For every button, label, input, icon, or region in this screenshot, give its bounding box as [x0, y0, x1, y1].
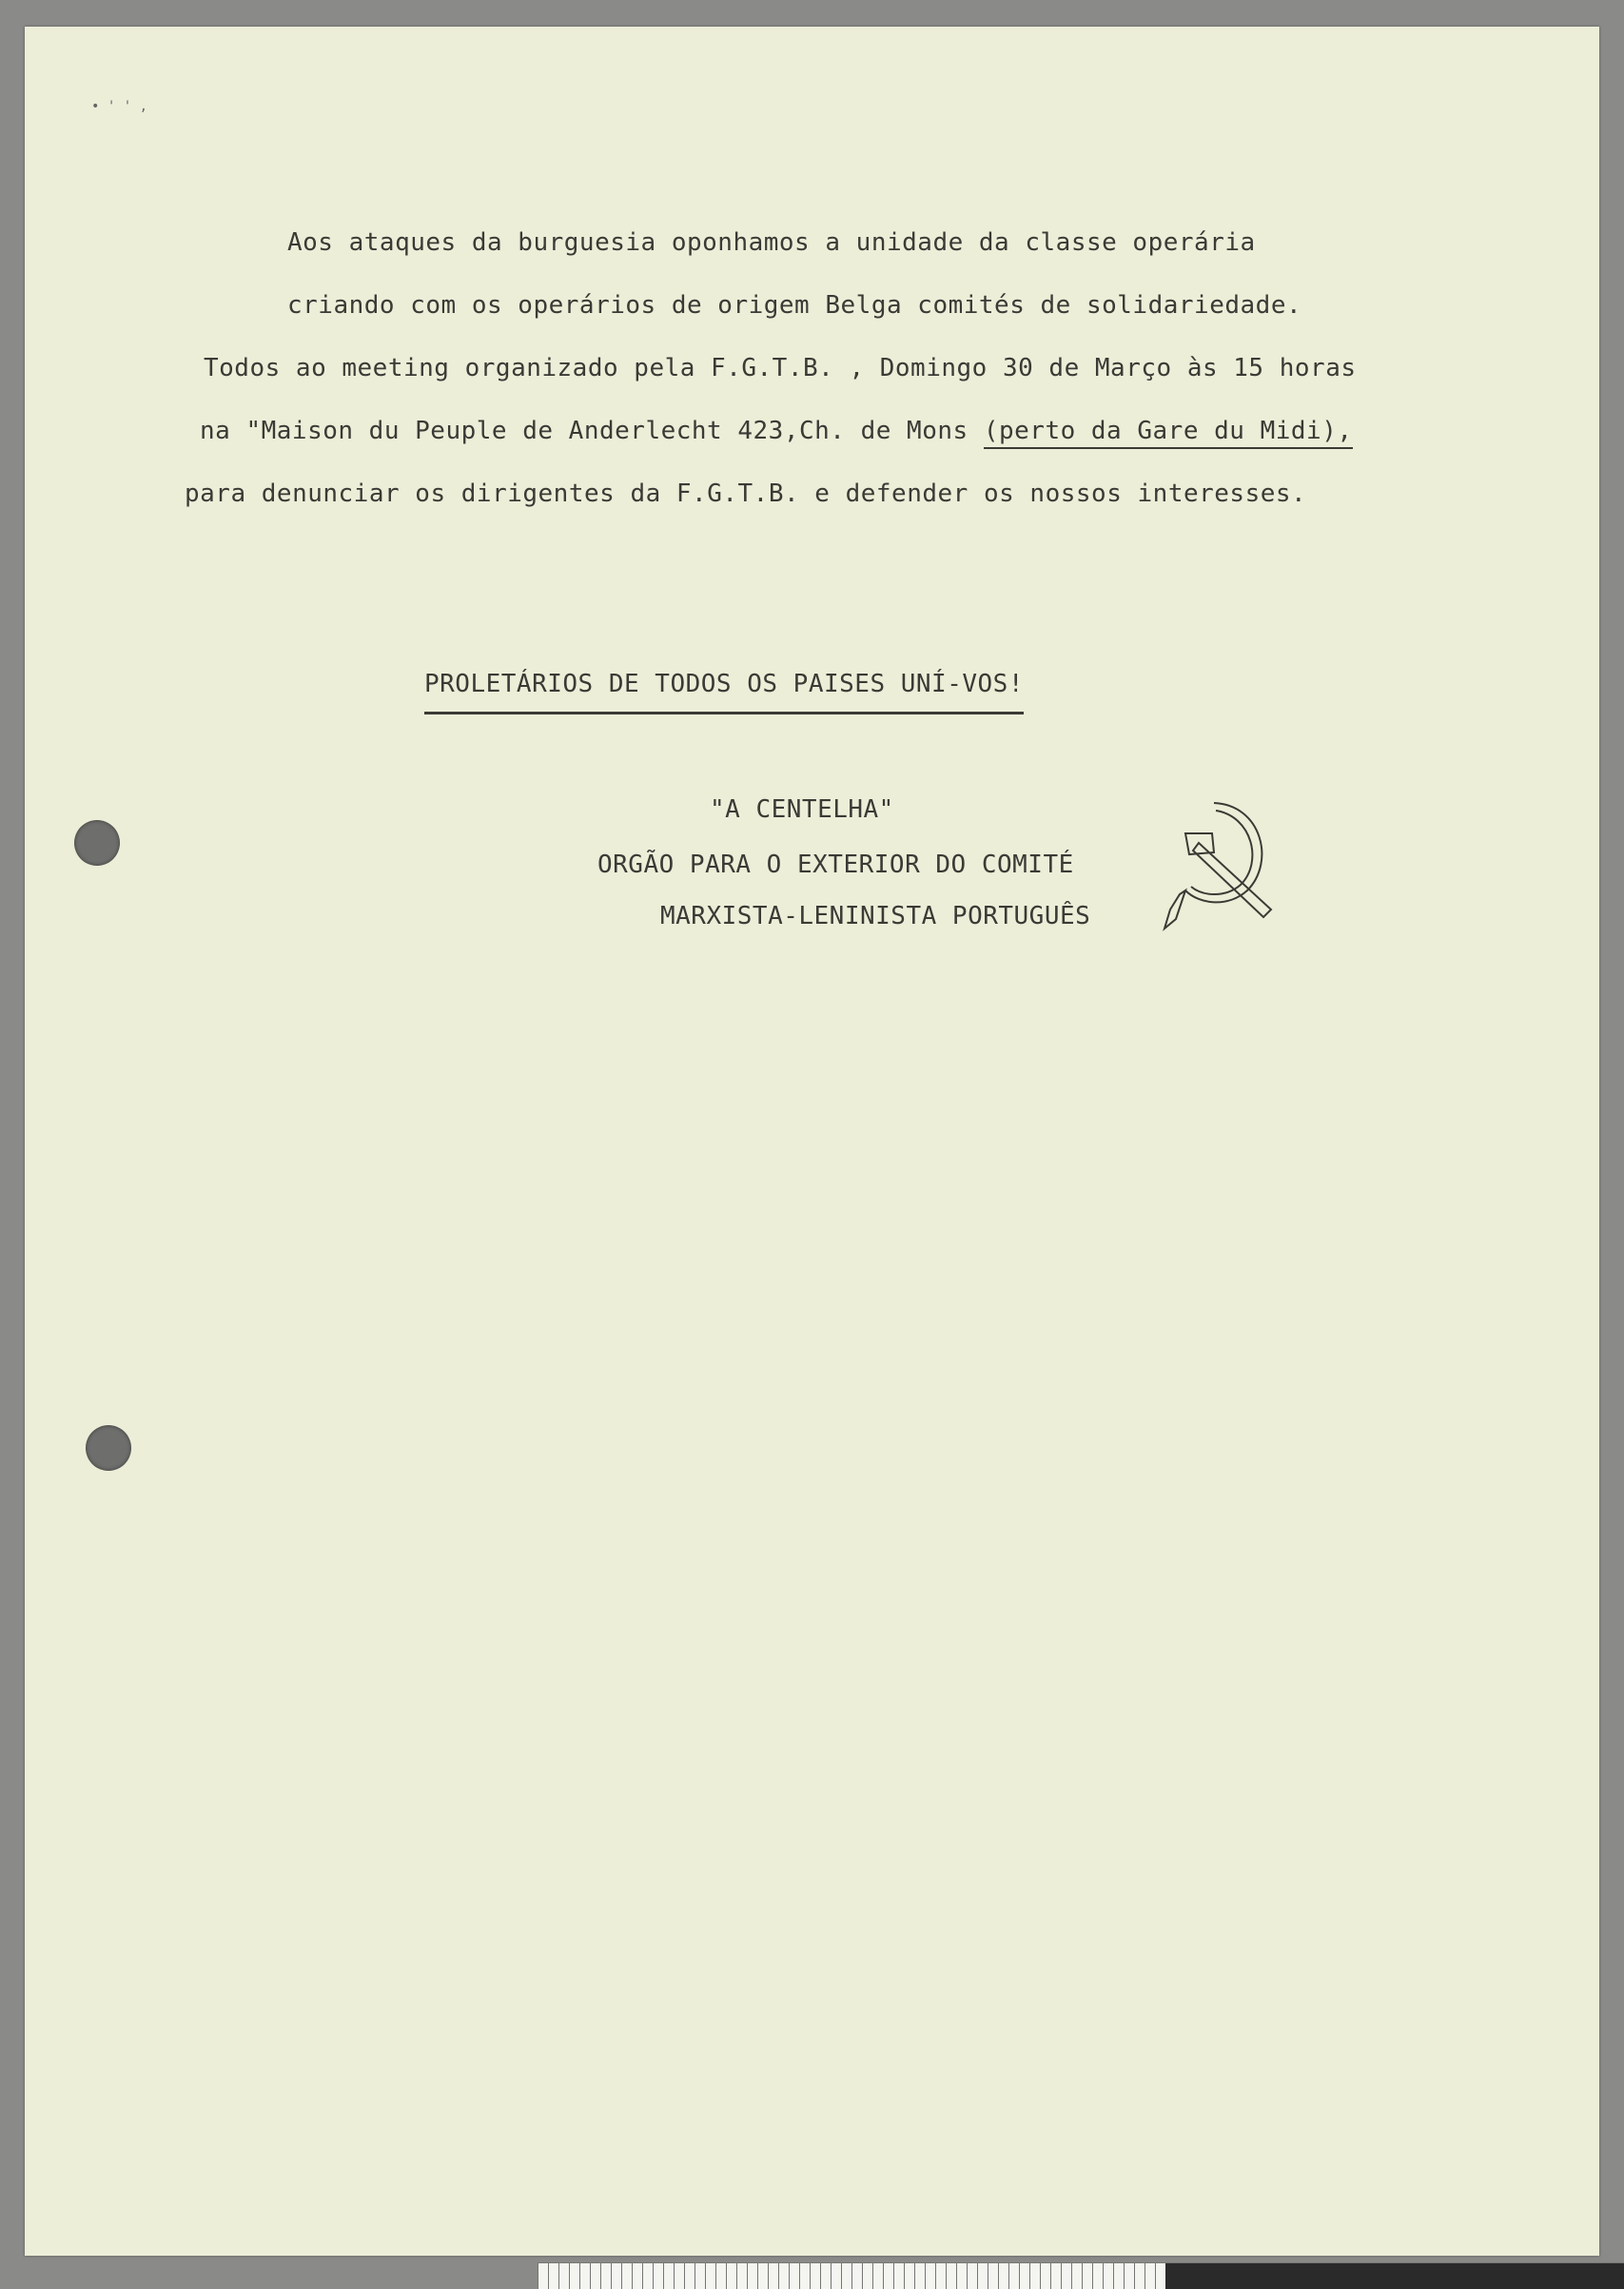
paragraph-line-2: criando com os operários de origem Belga comités de solidariedade.: [287, 291, 1302, 320]
paragraph-line-5: para denunciar os dirigentes da F.G.T.B. e defender os nossos interesses.: [185, 479, 1307, 508]
ruler-dark-segment: [1165, 2263, 1624, 2289]
paragraph-line-1: Aos ataques da burguesia oponhamos a unidade da classe operária: [287, 228, 1256, 257]
document-page: [25, 27, 1599, 2256]
slogan-heading: PROLETÁRIOS DE TODOS OS PAISES UNÍ-VOS!: [424, 670, 1024, 714]
ruler-ticks: [538, 2263, 1165, 2289]
hammer-and-sickle-icon: [1157, 795, 1290, 938]
signature-line-2: ORGÃO PARA O EXTERIOR DO COMITÉ: [597, 851, 1074, 879]
paragraph-line-3: Todos ao meeting organizado pela F.G.T.B. , Domingo 30 de Março às 15 horas: [204, 354, 1357, 382]
corner-marks: • ' ' ,: [91, 99, 148, 114]
scale-ruler: [538, 2262, 1624, 2289]
underlined-location: (perto da Gare du Midi),: [984, 417, 1353, 449]
paragraph-line-4: [200, 417, 1353, 445]
binder-hole-bottom: [86, 1425, 131, 1471]
signature-line-3: MARXISTA-LENINISTA PORTUGUÊS: [660, 902, 1091, 930]
signature-line-1: "A CENTELHA": [710, 795, 894, 824]
binder-hole-top: [74, 820, 120, 866]
paragraph-line-4-text: na "Maison du Peuple de Anderlecht 423,Ch. de Mons: [200, 417, 969, 445]
